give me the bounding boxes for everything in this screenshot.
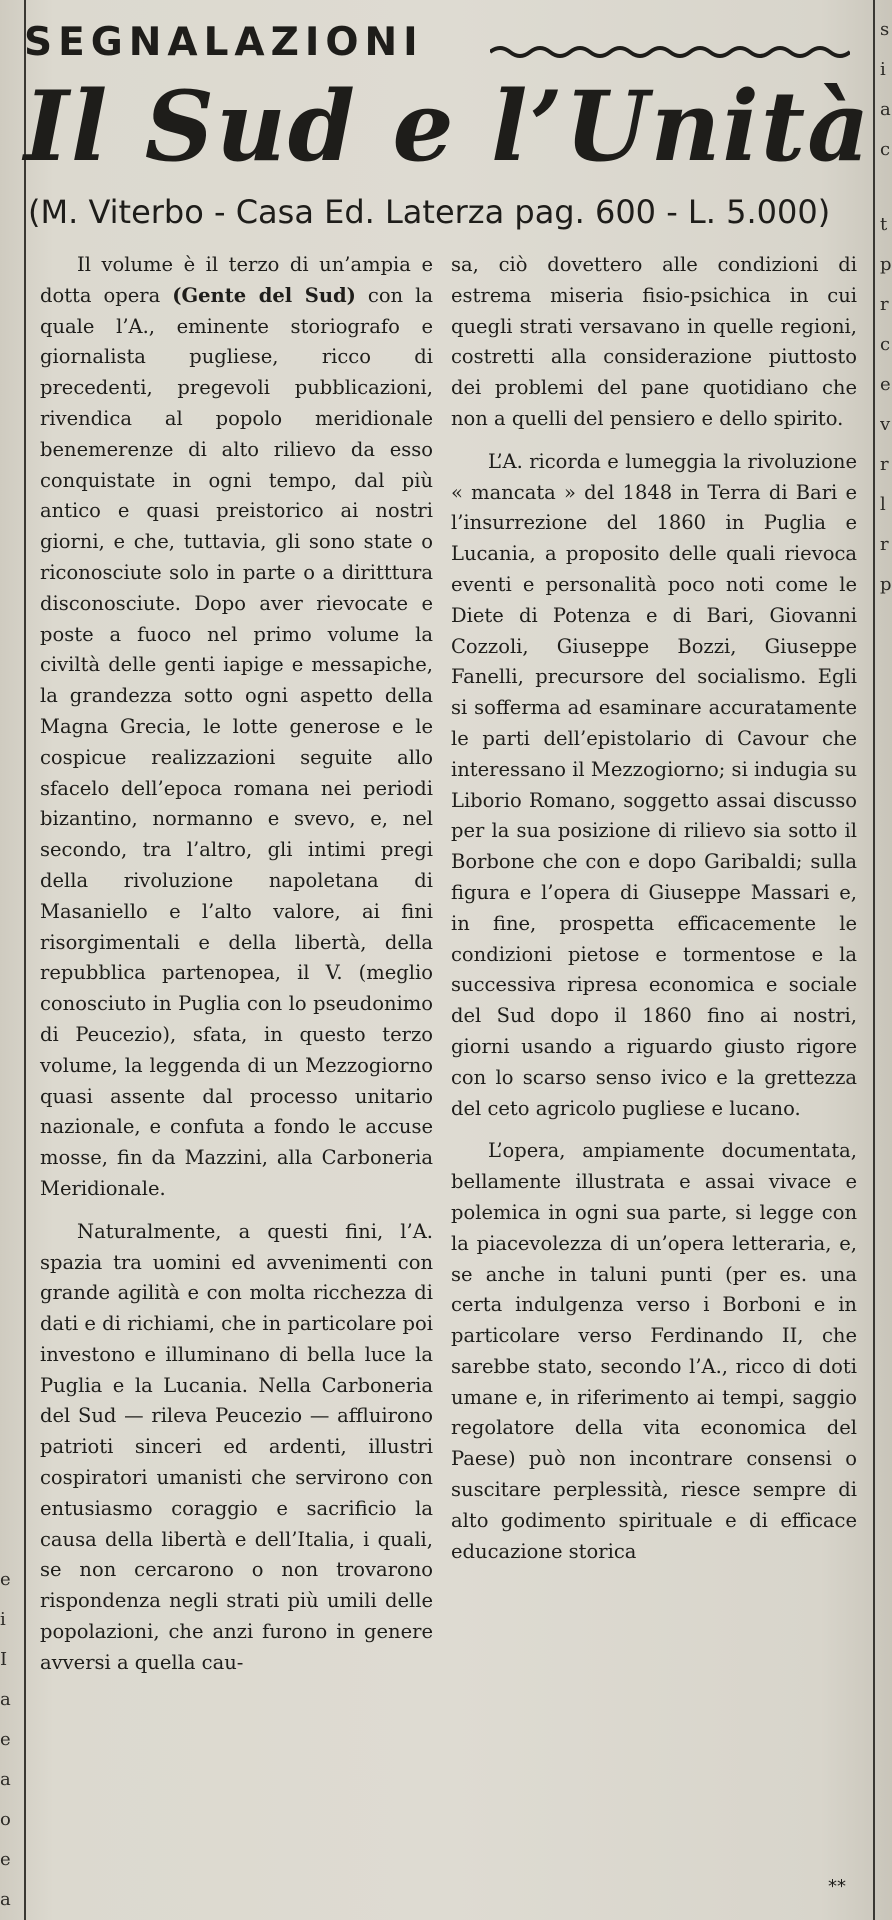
paragraph-text: con la quale l’A., eminente storiografo e giornalista pugliese, ricco di precedenti, pregevoli pubblicazioni, rivendica al popolo meridionale benemerenze di alto rilievo da esso conquistate in ogni tempo, dal più antico e quasi preistorico ai nostri giorni, e che, tuttavia, gli sono state o riconosciute solo in parte o a diritttura disconosciute. Dopo aver rievocate e poste a fuoco nel primo volume la civiltà delle genti iapige e messapiche, la grandezza sotto ogni aspetto della Magna Grecia, le lotte generose e le cospicue realizzazioni seguite allo sfacelo dell’epoca romana nei periodi bizantino, normanno e svevo, e, nel secondo, tra l’altro, gli intimi pregi della rivoluzione napoletana di Masaniello e l’alto valore, ai fini risorgimentali e della libertà, della repubblica partenopea, il V. (meglio conosciuto in Puglia con lo pseudonimo di Peucezio), sfata, in questo terzo volume, la leggenda di un Mezzogiorno quasi assente dal processo unitario nazionale, e confuta a fondo le accuse mosse, fin da Mazzini, alla Carboneria Meridionale.	[40, 283, 433, 1200]
adjacent-column-fragment-left: e i I a e a o e a	[0, 1569, 11, 1910]
bibliographic-line: (M. Viterbo - Casa Ed. Laterza pag. 600 - L. 5.000)	[28, 193, 831, 231]
adjacent-column-fragment-top: s i a c	[880, 19, 891, 160]
column-rule-left	[24, 0, 26, 1920]
article-headline: Il Sud e l’Unità	[24, 70, 872, 183]
book-series-title: (Gente del Sud)	[172, 283, 356, 307]
paragraph: L’opera, ampiamente documentata, bellamente illustrata e assai vivace e polemica in ogni sua parte, si legge con la piacevolezza di un’opera letteraria, e, se anche in taluni punti (per es. una certa indulgenza verso i Borboni e in particolare verso Ferdinando II, che sarebbe stato, secondo l’A., ricco di doti umane e, in riferimento ai tempi, saggio regolatore della vita economica del Paese) può non incontrare consensi o suscitare perplessità, riesce sempre di alto godimento spirituale e di efficace educazione storica	[451, 1139, 857, 1563]
paragraph: Naturalmente, a questi fini, l’A. spazia tra uomini ed avvenimenti con grande agilità e con molta ricchezza di dati e di richiami, che in particolare poi investono e illuminano di bella luce la Puglia e la Lucania. Nella Carboneria del Sud — rileva Peucezio — affluirono patrioti sinceri ed ardenti, illustri cospiratori umanisti che servirono con entusiasmo coraggio e sacrificio la causa della libertà e dell’Italia, i quali, se non cercarono o non trovarono rispondenza negli strati più umili delle popolazioni, che anzi furono in genere avversi a quella cau-	[40, 1219, 433, 1674]
column-rule-right	[873, 0, 875, 1920]
section-kicker: SEGNALAZIONI	[24, 20, 424, 65]
paragraph: sa, ciò dovettero alle condizioni di estrema miseria fisio-psichica in cui quegli strati versavano in quelle regioni, costretti alla considerazione piuttosto dei problemi del pane quotidiano che non a quelli del pensiero e dello spirito.	[451, 253, 857, 430]
decorative-wave-rule	[490, 40, 850, 64]
paragraph	[40, 250, 433, 1205]
paragraph-text: Il volume è il terzo di un’ampia e dotta opera	[40, 253, 433, 307]
adjacent-column-fragment-mid: t p r c e v r l r p	[880, 214, 892, 595]
paragraph: L’A. ricorda e lumeggia la rivoluzione « mancata » del 1848 in Terra di Bari e l’insurrezione del 1860 in Puglia e Lucania, a proposito delle quali rievoca eventi e personalità poco noti come le Diete di Potenza e di Bari, Giovanni Cozzoli, Giuseppe Bozzi, Giuseppe Fanelli, precursore del socialismo. Egli si sofferma ad esaminare accuratamente le parti dell’epistolario di Cavour che interessano il Mezzogiorno; si indugia su Liborio Romano, soggetto assai discusso per la sua posizione di rilievo sia sotto il Borbone che con e dopo Garibaldi; sulla figura e l’opera di Giuseppe Massari e, in fine, prospetta efficacemente le condizioni pietose e tormentose e la successiva ripresa economica e sociale del Sud dopo il 1860 fino ai nostri, giorni usando a riguardo giusto rigore con lo scarso senso ivico e la grettezza del ceto agricolo pugliese e lucano.	[451, 449, 857, 1120]
article-column-right	[451, 250, 857, 1567]
article-column-left	[40, 250, 433, 1679]
author-signature: **	[828, 1876, 846, 1897]
